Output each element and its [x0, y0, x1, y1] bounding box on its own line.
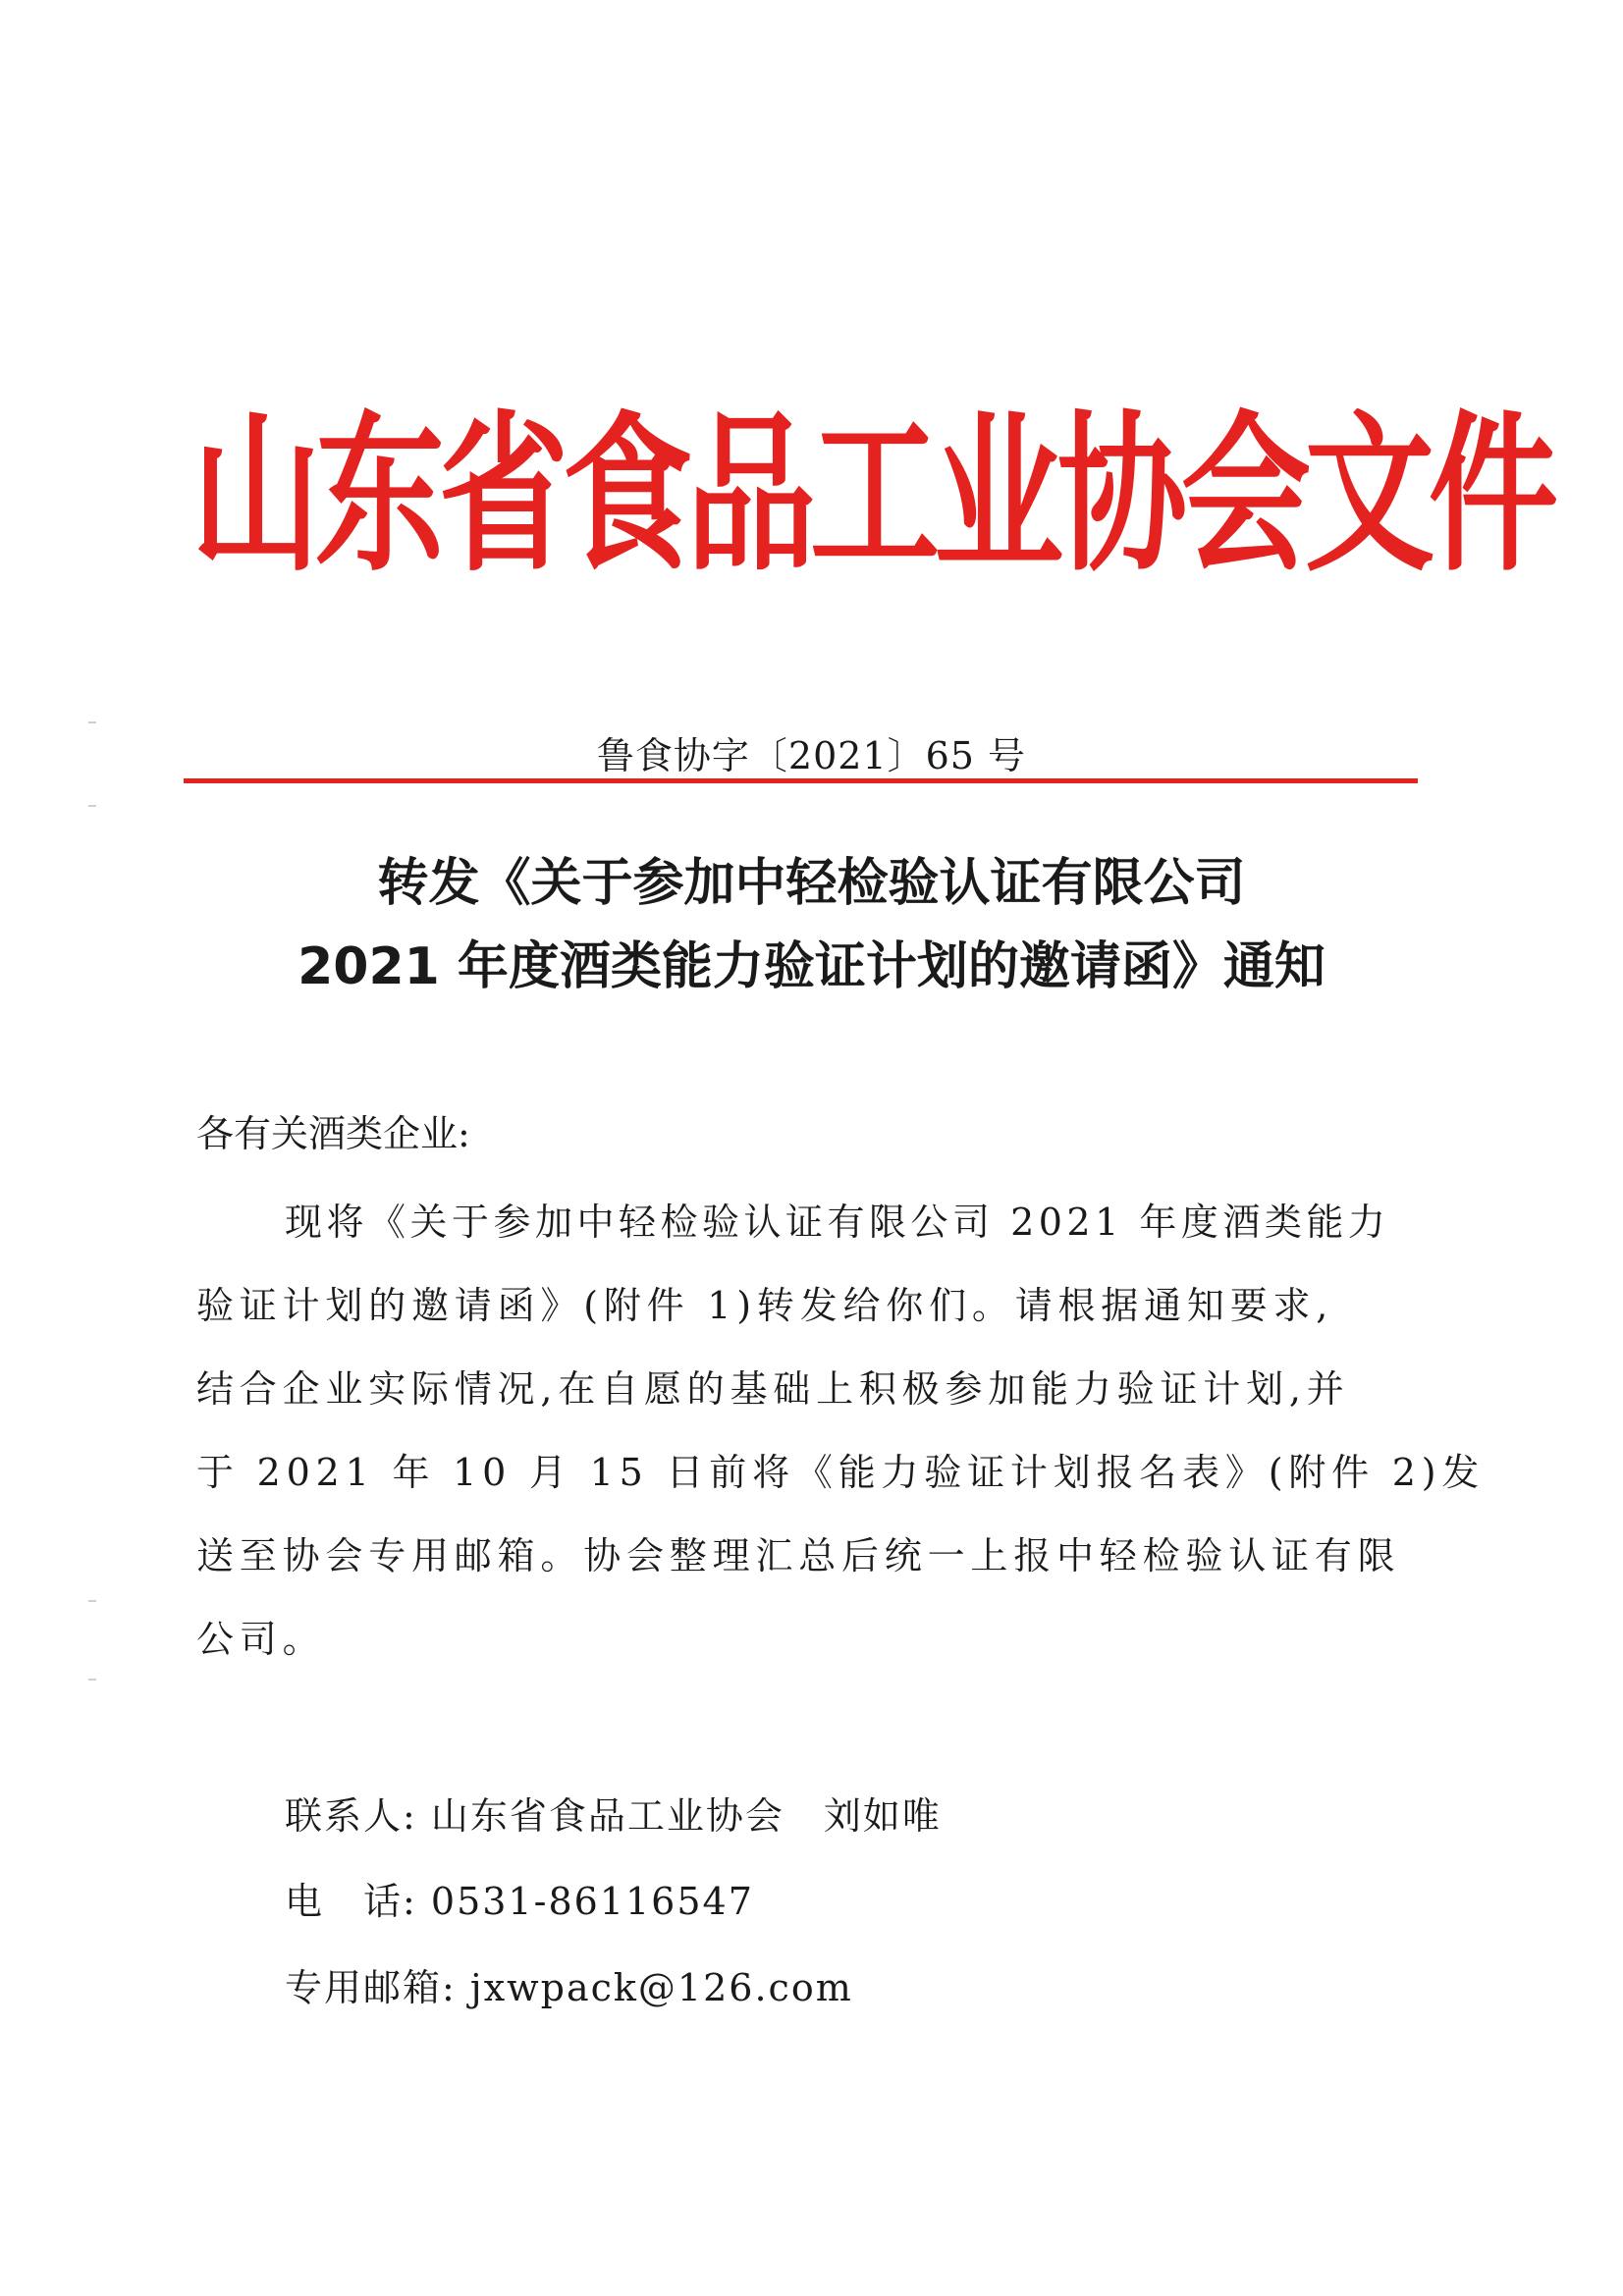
contact-phone-value: 0531-86116547	[430, 1880, 754, 1923]
salutation: 各有关酒类企业:	[196, 1112, 470, 1155]
contact-email-value: jxwpack@126.com	[469, 1966, 853, 2009]
scan-artifact-mark	[88, 721, 96, 723]
contact-person-row	[285, 1791, 942, 1841]
paragraph-line-5: 送至协会专用邮箱。协会整理汇总后统一上报中轻检验认证有限	[196, 1534, 1401, 1577]
paragraph-line-2: 验证计划的邀请函》(附件 1)转发给你们。请根据通知要求,	[196, 1284, 1334, 1327]
notice-title-line-2: 2021 年度酒类能力验证计划的邀请函》通知	[298, 937, 1325, 996]
red-divider-line	[184, 778, 1418, 783]
paragraph-line-3: 结合企业实际情况,在自愿的基础上积极参加能力验证计划,并	[196, 1367, 1350, 1411]
scan-artifact-mark	[88, 1679, 96, 1681]
paragraph-line-1: 现将《关于参加中轻检验认证有限公司 2021 年度酒类能力	[285, 1201, 1390, 1244]
paragraph-line-6: 公司。	[196, 1618, 326, 1661]
contact-email-label: 专用邮箱:	[285, 1966, 457, 2009]
contact-person-label: 联系人:	[285, 1794, 417, 1838]
masthead-title: 山东省食品工业协会文件	[191, 395, 1552, 596]
document-number: 鲁食协字〔2021〕65 号	[596, 734, 1027, 777]
scan-artifact-mark	[88, 805, 96, 807]
notice-title-line-1: 转发《关于参加中轻检验认证有限公司	[377, 854, 1246, 913]
scan-artifact-mark	[88, 1600, 96, 1602]
contact-person-name: 刘如唯	[823, 1794, 942, 1838]
contact-phone-label: 电 话:	[285, 1880, 417, 1923]
contact-email-row	[285, 1963, 853, 2012]
contact-person-org: 山东省食品工业协会	[430, 1794, 784, 1838]
paragraph-line-4: 于 2021 年 10 月 15 日前将《能力验证计划报名表》(附件 2)发	[196, 1451, 1486, 1494]
contact-phone-row	[285, 1877, 754, 1926]
